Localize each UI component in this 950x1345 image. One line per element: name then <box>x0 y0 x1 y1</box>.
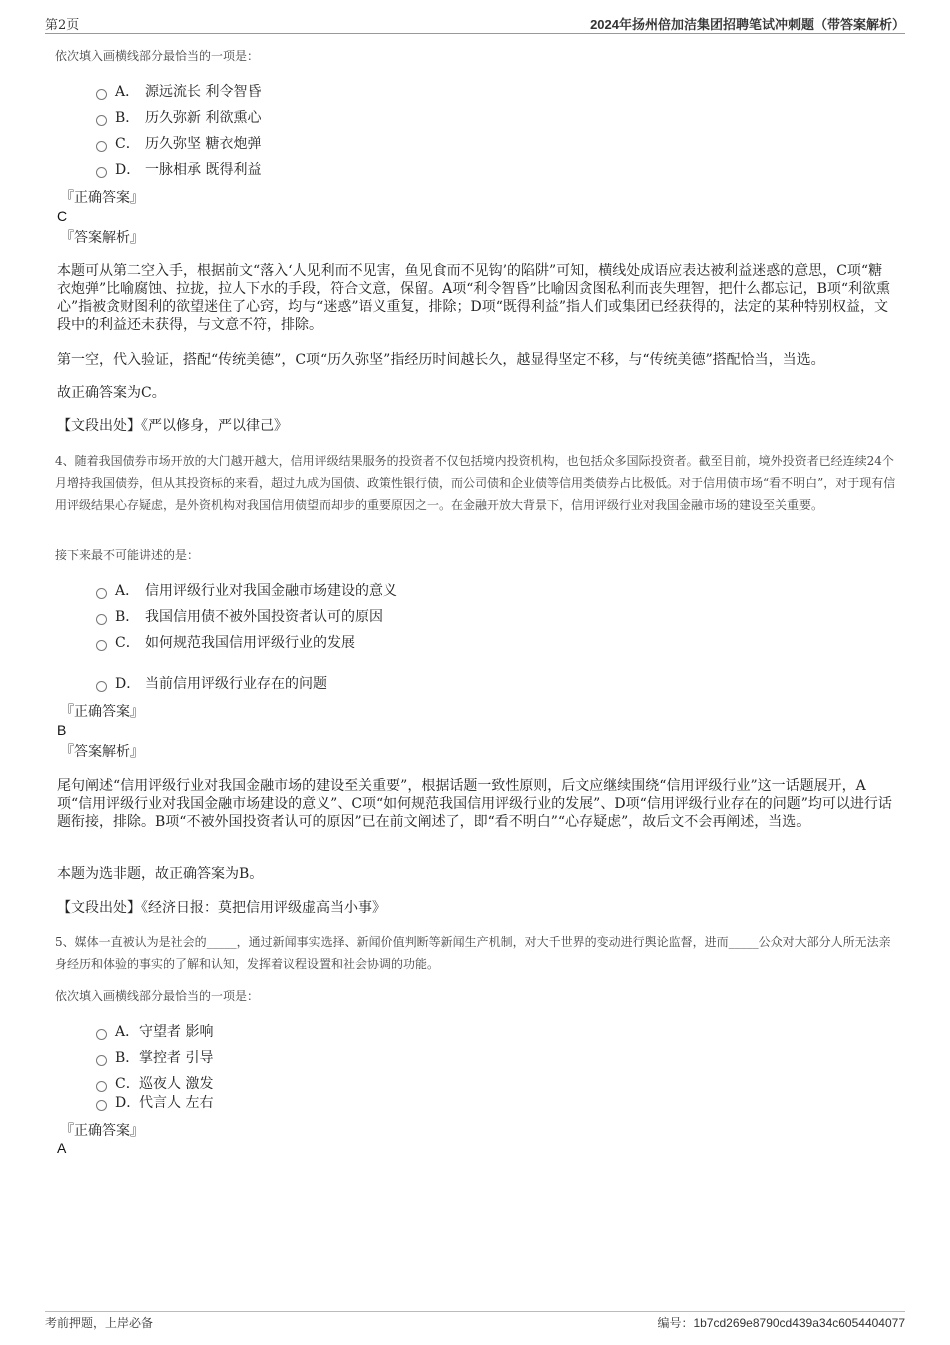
footer-code <box>657 1314 905 1331</box>
q3-analysis-p3: 故正确答案为C。 <box>57 385 166 401</box>
page-number: 第2页 <box>45 18 80 33</box>
q3-option-b[interactable]: B． 历久弥新 利欲熏心 <box>96 108 261 128</box>
radio-icon[interactable] <box>96 89 107 100</box>
radio-icon[interactable] <box>96 1081 107 1092</box>
radio-icon[interactable] <box>96 1029 107 1040</box>
q4-stem: 4、随着我国债券市场开放的大门越开越大，信用评级结果服务的投资者不仅包括境内投资机构，也包括众多国际投资者。截至目前，境外投资者已经连续24个月增持我国债券，但从其投资标的来看，超过九成为国债、政策性银行债，而公司债和企业债等信用类债券占比极低。对于信用债市场“看不明白”，对于现有信用评级结果心存疑虑，是外资机构对我国信用债望而却步的重要原因之一。在金融开放大背景下，信用评级行业对我国金融市场的建设至关重要。 <box>55 454 896 512</box>
q4-analysis-p1: 尾句阐述“信用评级行业对我国金融市场的建设至关重要”，根据话题一致性原则，后文应继续围绕“信用评级行业”这一话题展开，A项“信用评级行业对我国金融市场建设的意义”、C项“如何规范我国信用评级行业的发展”、D项“信用评级行业存在的问题”均可以进行话题衔接，排除。B项“不被外国投资者认可的原因”已在前文阐述了，即“看不明白”“心存疑虑”，故后文不会再阐述，当选。 <box>57 778 892 830</box>
radio-icon[interactable] <box>96 1055 107 1066</box>
footer-code-value: 1b7cd269e8790cd439a34c6054404077 <box>693 1316 905 1330</box>
q3-option-a[interactable]: A． 源远流长 利令智昏 <box>96 82 261 102</box>
header-divider <box>45 33 905 34</box>
q3-prompt: 依次填入画横线部分最恰当的一项是： <box>55 49 260 63</box>
q5-answer-label: 『正确答案』 <box>60 1123 144 1139</box>
q4-analysis-p2: 本题为选非题，故正确答案为B。 <box>57 866 264 882</box>
q5-option-a[interactable]: A．守望者 影响 <box>96 1022 213 1042</box>
radio-icon[interactable] <box>96 640 107 651</box>
q4-option-a[interactable]: A． 信用评级行业对我国金融市场建设的意义 <box>96 581 397 601</box>
footer-code-label: 编号： <box>657 1316 694 1330</box>
radio-icon[interactable] <box>96 681 107 692</box>
q3-option-c[interactable]: C． 历久弥坚 糖衣炮弹 <box>96 134 261 154</box>
radio-icon[interactable] <box>96 588 107 599</box>
q3-analysis-p2: 第一空，代入验证，搭配“传统美德”，C项“历久弥坚”指经历时间越长久，越显得坚定不移，与“传统美德”搭配恰当，当选。 <box>57 352 825 368</box>
q5-option-b[interactable]: B．掌控者 引导 <box>96 1048 213 1068</box>
q3-answer-label: 『正确答案』 <box>60 190 144 206</box>
q4-option-d[interactable]: D． 当前信用评级行业存在的问题 <box>96 674 327 694</box>
q3-option-d[interactable]: D． 一脉相承 既得利益 <box>96 160 261 180</box>
q3-analysis-p1: 本题可从第二空入手，根据前文“落入‘人见利而不见害，鱼见食而不见钩’的陷阱”可知，横线处成语应表达被利益迷惑的意思，C项“糖衣炮弹”比喻腐蚀、拉拢，拉人下水的手段，符合文意，保留。A项“利令智昏”比喻因贪图私利而丧失理智，把什么都忘记，B项“利欲熏心”指被贪财图利的欲望迷住了心窍，均与“迷惑”语义重复，排除；D项“既得利益”指人们或集团已经获得的，法定的某种特别权益，文段中的利益还未获得，与文意不符，排除。 <box>57 263 891 333</box>
q4-option-c[interactable]: C． 如何规范我国信用评级行业的发展 <box>96 633 355 653</box>
radio-icon[interactable] <box>96 614 107 625</box>
radio-icon[interactable] <box>96 1100 107 1111</box>
document-title: 2024年扬州倍加洁集团招聘笔试冲刺题（带答案解析） <box>590 17 905 32</box>
q5-stem: 5、媒体一直被认为是社会的_____，通过新闻事实选择、新闻价值判断等新闻生产机制，对大千世界的变动进行舆论监督，进而_____公众对大部分人所无法亲身经历和体验的事实的了解和认知，发挥着议程设置和社会协调的功能。 <box>55 935 891 971</box>
radio-icon[interactable] <box>96 141 107 152</box>
footer-slogan: 考前押题，上岸必备 <box>45 1316 154 1330</box>
q5-answer: A <box>57 1140 67 1156</box>
footer-divider <box>45 1311 905 1312</box>
q3-source: 【文段出处】《严以修身，严以律己》 <box>57 418 288 434</box>
q3-analysis-label: 『答案解析』 <box>60 230 144 246</box>
q5-option-d[interactable]: D．代言人 左右 <box>96 1093 213 1113</box>
radio-icon[interactable] <box>96 115 107 126</box>
q3-answer: C <box>57 208 68 224</box>
radio-icon[interactable] <box>96 167 107 178</box>
q4-option-b[interactable]: B． 我国信用债不被外国投资者认可的原因 <box>96 607 383 627</box>
q5-option-c[interactable]: C．巡夜人 激发 <box>96 1074 213 1094</box>
q5-prompt: 依次填入画横线部分最恰当的一项是： <box>55 989 260 1003</box>
q4-answer-label: 『正确答案』 <box>60 704 144 720</box>
q4-prompt: 接下来最不可能讲述的是： <box>55 548 200 562</box>
q4-source: 【文段出处】《经济日报：莫把信用评级虚高当小事》 <box>57 900 386 916</box>
q4-analysis-label: 『答案解析』 <box>60 744 144 760</box>
q4-answer: B <box>57 722 67 738</box>
